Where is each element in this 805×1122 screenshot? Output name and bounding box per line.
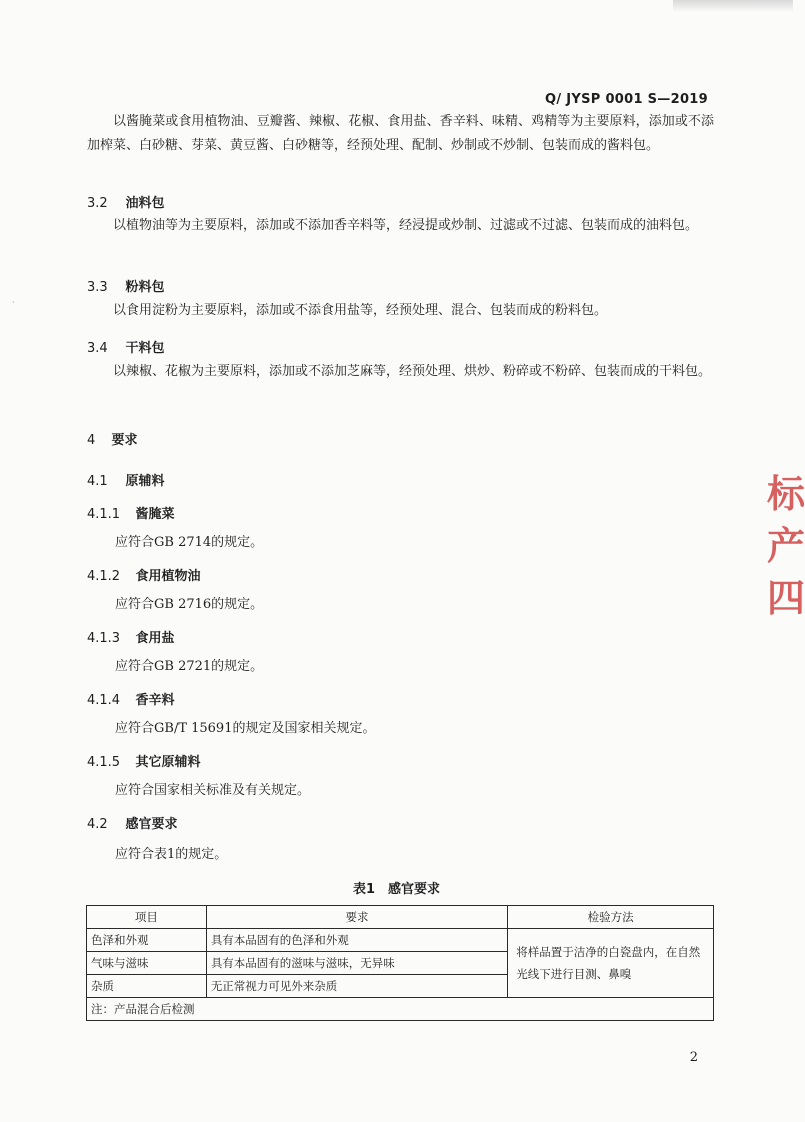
- stamp-fragment: 标产四: [767, 472, 805, 620]
- section-4-1-2-text: 应符合GB 2716的规定。: [115, 597, 264, 612]
- section-4-2-text: 应符合表1的规定。: [115, 847, 228, 862]
- section-number: 4.1.1: [87, 507, 121, 522]
- table-note: 注：产品混合后检测: [87, 998, 714, 1021]
- section-title: 干料包: [125, 341, 165, 356]
- section-3-4-heading: [87, 337, 165, 356]
- sensory-requirements-table: [86, 905, 714, 1021]
- section-4-1-2-heading: [87, 565, 201, 584]
- section-number: 3.2: [87, 196, 108, 211]
- section-4-1-1-text: 应符合GB 2714的规定。: [115, 535, 264, 550]
- section-4-1-4-heading: [87, 689, 175, 708]
- section-4-1-3-text: 应符合GB 2721的规定。: [115, 659, 264, 674]
- scan-dot: ·: [12, 298, 15, 307]
- section-3-2-text: 以植物油等为主要原料，添加或不添加香辛料等，经浸提或炒制、过滤或不过滤、包装而成的油料包。: [113, 218, 699, 233]
- page-number: 2: [689, 1050, 698, 1065]
- header-requirement: 要求: [206, 906, 507, 929]
- section-number: 4: [87, 433, 96, 448]
- row-requirement: 无正常视力可见外来杂质: [206, 975, 507, 998]
- section-number: 4.1.3: [87, 631, 121, 646]
- section-4-1-heading: [87, 470, 165, 489]
- section-number: 4.2: [87, 817, 108, 832]
- section-4-1-5-heading: [87, 751, 201, 770]
- table-row: [87, 929, 714, 952]
- section-number: 4.1.2: [87, 569, 121, 584]
- section-number: 3.3: [87, 280, 108, 295]
- header-item: 项目: [87, 906, 207, 929]
- section-title: 其它原辅料: [135, 755, 201, 770]
- section-number: 4.1.4: [87, 693, 121, 708]
- scan-edge-mark: [673, 0, 793, 12]
- section-4-heading: [87, 429, 138, 448]
- section-title: 油料包: [125, 196, 165, 211]
- document-code: Q/ JYSP 0001 S—2019: [545, 92, 708, 107]
- section-title: 酱腌菜: [135, 507, 175, 522]
- section-4-1-1-heading: [87, 503, 175, 522]
- row-item: 杂质: [87, 975, 207, 998]
- row-requirement: 具有本品固有的色泽和外观: [206, 929, 507, 952]
- row-item: 气味与滋味: [87, 952, 207, 975]
- section-4-1-5-text: 应符合国家相关标准及有关规定。: [115, 783, 311, 798]
- section-3-4-text: 以辣椒、花椒为主要原料，添加或不添加芝麻等，经预处理、烘炒、粉碎或不粉碎、包装而成的干料包。: [113, 364, 712, 379]
- section-3-3-heading: [87, 276, 165, 295]
- row-method: 将样品置于洁净的白瓷盘内，在自然光线下进行目测、鼻嗅: [508, 929, 714, 998]
- section-4-1-4-text: 应符合GB/T 15691的规定及国家相关规定。: [115, 721, 376, 736]
- section-3-1-text: 以酱腌菜或食用植物油、豆瓣酱、辣椒、花椒、食用盐、香辛料、味精、鸡精等为主要原料，添加或不添加榨菜、白砂糖、芽菜、黄豆酱、白砂糖等，经预处理、配制、炒制或不炒制、包装而成的酱料包。: [87, 114, 714, 153]
- table-note-row: [87, 998, 714, 1021]
- section-4-1-3-heading: [87, 627, 175, 646]
- section-title: 食用植物油: [135, 569, 201, 584]
- header-method: 检验方法: [508, 906, 714, 929]
- section-title: 原辅料: [125, 474, 165, 489]
- section-title: 粉料包: [125, 280, 165, 295]
- table-title: 表1 感官要求: [352, 882, 441, 897]
- section-4-2-heading: [87, 813, 178, 832]
- section-title: 香辛料: [135, 693, 175, 708]
- table-header-row: [87, 906, 714, 929]
- section-number: 3.4: [87, 341, 108, 356]
- section-title: 食用盐: [135, 631, 175, 646]
- section-number: 4.1.5: [87, 755, 121, 770]
- row-item: 色泽和外观: [87, 929, 207, 952]
- section-number: 4.1: [87, 474, 108, 489]
- row-requirement: 具有本品固有的滋味与滋味，无异味: [206, 952, 507, 975]
- section-3-2-heading: [87, 192, 165, 211]
- section-3-3-text: 以食用淀粉为主要原料，添加或不添食用盐等，经预处理、混合、包装而成的粉料包。: [113, 303, 608, 318]
- section-title: 感官要求: [125, 817, 178, 832]
- section-title: 要求: [111, 433, 138, 448]
